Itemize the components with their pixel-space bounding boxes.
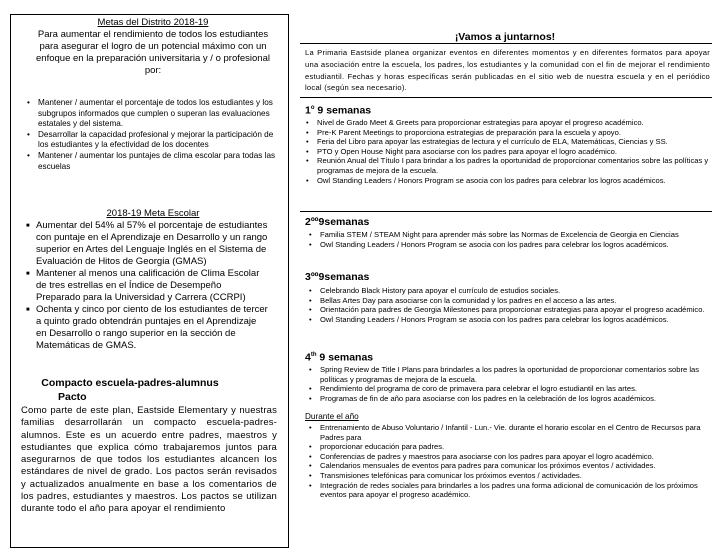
week1-num: 1 xyxy=(305,104,311,117)
list-item: • Conferencias de padres y maestros para asociarse con los padres para apoyar el logro académico. xyxy=(320,452,710,462)
list-item: • proporcionar educación para padres. xyxy=(320,442,710,452)
list-item: • Owl Standing Leaders / Honors Program se asocia con los padres para celebrar los logros académicos. xyxy=(317,176,710,186)
list-item: • Pre-K Parent Meetings to proporciona estrategias de preparación para la escuela y apoyo. xyxy=(317,128,710,138)
week1-sup: o xyxy=(310,105,315,111)
list-item: • Owl Standing Leaders / Honors Program se asocia con los padres para celebrar los logros académicos. xyxy=(320,240,710,250)
list-item: • Programas de fin de año para asociarse con los padres en la celebración de los logros académicos. xyxy=(320,394,710,404)
list-item: ■ Aumentar del 54% al 57% el porcentaje de estudiantes con puntaje en el Aprendizaje en Desarrollo y un rango superior en Artes del Lenguaje Inglés en el Sistema de Evaluación de Hitos de Georgia (GMAS) xyxy=(36,220,268,268)
district-goals-intro: Para aumentar el rendimiento de todos los estudiantes para asegurar el logro de un potencial máximo con un enfoque en la preparación universitaria y / o profesional por: xyxy=(36,29,270,76)
week1-divider xyxy=(300,211,712,212)
school-goal-title: 2018-19 Meta Escolar xyxy=(106,208,200,219)
district-goals-list xyxy=(38,98,276,172)
intro-divider xyxy=(300,97,712,98)
week2-heading: 2ºº9semanas xyxy=(305,216,370,228)
list-item: • Familia STEM / STEAM Night para aprender más sobre las Normas de Excelencia de Georgia en Ciencias xyxy=(320,230,710,240)
list-item: • PTO y Open House Night para asociarse con los padres para apoyar el logro académico. xyxy=(317,147,710,157)
compact-title xyxy=(20,376,240,404)
list-item: • Calendarios mensuales de eventos para padres para comunicar los próximos eventos / actividades. xyxy=(320,461,710,471)
compact-body: Como parte de este plan, Eastside Elementary y nuestras familias desarrollarán un compacto escuela-padres- alumnos. Este es un acuerdo entre padres, maestros y estudiantes que explica cómo trabajaremos juntos para asegurarnos de que todos los estudiantes alcancen los estándares de nivel de grado. Los pactos serán revisados y actualizados anualmente en base a los comentarios de los padres, estudiantes y maestros. Los pactos se utilizan durante todo el año para apoyar el rendimiento xyxy=(21,405,277,515)
right-title: ¡Vamos a juntarnos! xyxy=(454,31,556,43)
title-divider xyxy=(300,43,712,44)
list-item: • Spring Review de Title I Plans para brindarles a los padres la oportunidad de proporcionar comentarios sobre las políticas y programas de mejora de la escuela. xyxy=(320,365,710,384)
list-item: • Feria del Libro para apoyar las estrategias de lectura y el currículo de ELA, Matemáticas, Ciencias y SS. xyxy=(317,137,710,147)
week2-list xyxy=(320,230,710,249)
list-item: • Entrenamiento de Abuso Voluntario / Infantil - Lun.- Vie. durante el horario escolar en el Centro de Recursos para Padres para xyxy=(320,423,710,442)
week4-rest: 9 semanas xyxy=(316,351,374,364)
week4-list xyxy=(320,365,710,403)
list-item: • Celebrando Black History para apoyar el currículo de estudios sociales. xyxy=(320,286,710,296)
week1-heading xyxy=(305,102,371,118)
list-item: • Desarrollar la capacidad profesional y mejorar la participación de los estudiantes y la efectividad de los docentes xyxy=(38,130,276,151)
list-item: • Rendimiento del programa de coro de primavera para celebrar el logro estudiantil en las artes. xyxy=(320,384,710,394)
week4-num: 4 xyxy=(305,351,311,364)
week1-rest: 9 semanas xyxy=(314,104,372,117)
list-item: • Reunión Anual del Título I para brindar a los padres la oportunidad de proporcionar comentarios sobre las políticas y programas de mejora de la escuela. xyxy=(317,156,710,175)
list-item: ■ Mantener al menos una calificación de Clima Escolar de tres estrellas en el Índice de Desempeño Preparado para la Universidad y Carrera (CCRPI) xyxy=(36,268,268,304)
school-goal-list xyxy=(36,220,268,352)
list-item: • Bellas Artes Day para asociarse con la comunidad y los padres en el acceso a las artes. xyxy=(320,296,710,306)
list-item: • Owl Standing Leaders / Honors Program se asocia con los padres para celebrar los logros académicos. xyxy=(320,315,710,325)
week1-list xyxy=(317,118,710,185)
list-item: • Mantener / aumentar el porcentaje de todos los estudiantes y los subgrupos informados que cumplen o superan las evaluaciones estatales y del sistema. xyxy=(38,98,276,130)
list-item: • Integración de redes sociales para brindarles a los padres una forma adicional de comunicación de los próximos eventos para apoyar el progreso académico. xyxy=(320,481,710,500)
right-intro: La Primaria Eastside planea organizar eventos en diferentes momentos y en diferentes formatos para apoyar una asociación entre la escuela, los padres, los estudiantes y la comunidad con el fin de mejorar el rendimiento estudiantil. Fechas y horas específicas serán publicadas en el sitio web de nuestra escuela y en el periódico local (según sea necesario). xyxy=(305,48,710,93)
list-item: • Nivel de Grado Meet & Greets para proporcionar estrategias para apoyar el progreso académico. xyxy=(317,118,710,128)
week3-heading: 3ºº9semanas xyxy=(305,271,370,283)
week3-list xyxy=(320,286,710,324)
list-item: • Orientación para padres de Georgia Milestones para proporcionar estrategias para apoyar el progreso académico. xyxy=(320,305,710,315)
compact-title-line2: Pacto xyxy=(58,391,87,403)
list-item: ■ Ochenta y cinco por ciento de los estudiantes de tercer a quinto grado obtendrán puntajes en el Aprendizaje en Desarrollo o rango superior en la sección de Matemáticas de GMAS. xyxy=(36,304,268,352)
year-round-list xyxy=(320,423,710,500)
year-round-heading: Durante el año xyxy=(305,412,359,421)
list-item: • Transmisiones telefónicas para comunicar los próximos eventos / actividades. xyxy=(320,471,710,481)
district-goals-title: Metas del Distrito 2018-19 xyxy=(97,17,209,28)
district-goals-section xyxy=(28,17,278,77)
week4-sup: th xyxy=(310,352,317,358)
compact-title-line1: Compacto escuela-padres-alumnus xyxy=(41,377,219,389)
list-item: • Mantener / aumentar los puntajes de clima escolar para todas las escuelas xyxy=(38,151,276,172)
week4-heading xyxy=(305,349,373,365)
